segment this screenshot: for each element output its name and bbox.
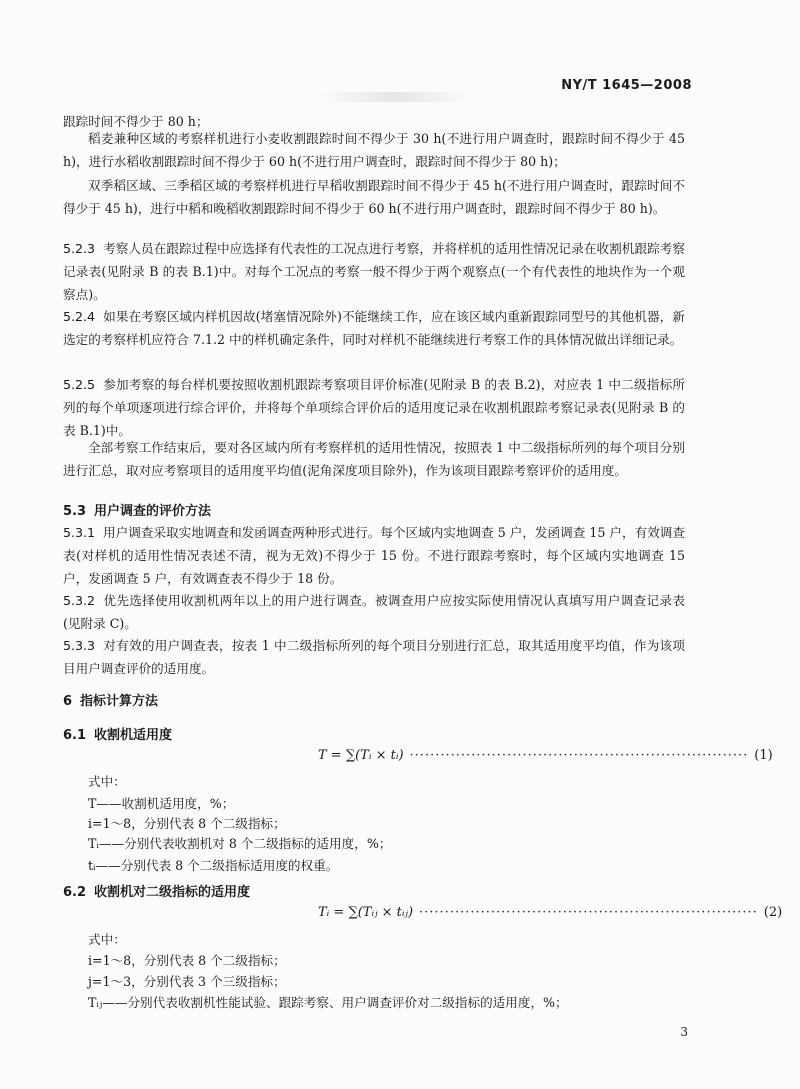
- symbol-definition: j=1～3，分别代表 3 个三级指标；: [88, 974, 286, 989]
- section-heading-6-2: [63, 881, 250, 900]
- symbol-definition: tᵢ——分别代表 8 个二级指标适用度的权重。: [88, 858, 339, 873]
- clause-text: 如果在考察区域内样机因故(堵塞情况除外)不能继续工作，应在该区域内重新跟踪同型号的其他机器，新选定的考察样机应符合 7.1.2 中的样机确定条件，同时对样机不能继续进行考察工作的具体情况做出详细记录。: [63, 309, 685, 347]
- clause-text: 优先选择使用收割机两年以上的用户进行调查。被调查用户应按实际使用情况认真填写用户调查记录表(见附录 C)。: [63, 593, 685, 631]
- leader-dots: ··································································: [409, 748, 749, 763]
- symbol-definition: T——收割机适用度，%；: [88, 796, 235, 811]
- section-heading-6-1: [63, 724, 172, 743]
- clause-number: 5.2.5: [63, 377, 96, 392]
- clause-5-2-5: [63, 373, 685, 442]
- section-number: 6.1: [63, 728, 87, 743]
- clause-5-3-2: [63, 589, 685, 635]
- clause-5-3-1: [63, 521, 685, 590]
- paragraph: 跟踪时间不得少于 80 h；: [63, 114, 209, 129]
- clause-number: 5.3.3: [63, 638, 96, 653]
- section-number: 6: [63, 694, 73, 709]
- clause-5-3-3: [63, 634, 685, 680]
- section-number: 5.3: [63, 504, 87, 519]
- section-title: 收割机对二级指标的适用度: [94, 885, 251, 900]
- equation-body: Tᵢ = ∑(Tᵢⱼ × tᵢⱼ): [318, 905, 414, 920]
- standard-number: NY/T 1645—2008: [561, 78, 692, 93]
- section-heading-5-3: [63, 500, 211, 519]
- section-title: 指标计算方法: [80, 694, 159, 709]
- scan-smudge: [320, 92, 470, 102]
- clause-text: 对有效的用户调查表，按表 1 中二级指标所列的每个项目分别进行汇总，取其适用度平均值，作为该项目用户调查评价的适用度。: [63, 638, 685, 676]
- clause-5-2-3: [63, 237, 685, 306]
- equation-body: T = ∑(Tᵢ × tᵢ): [318, 748, 404, 763]
- symbol-definition: Tᵢ——分别代表收割机对 8 个二级指标的适用度，%；: [88, 836, 392, 851]
- equation-number: (2): [763, 905, 783, 920]
- clause-text: 参加考察的每台样机要按照收割机跟踪考察项目评价标准(见附录 B 的表 B.2)，对应表 1 中二级指标所列的每个单项逐项进行综合评价，并将每个单项综合评价后的适用度记录在收割机跟踪考察记录表(见附录 B 的表 B.1)中。: [63, 377, 685, 438]
- paragraph: 全部考察工作结束后，要对各区域内所有考察样机的适用性情况，按照表 1 中二级指标所列的每个项目分别进行汇总，取对应考察项目的适用度平均值(泥角深度项目除外)，作为该项目跟踪考察评价的适用度。: [63, 440, 685, 478]
- clause-number: 5.3.1: [63, 525, 96, 540]
- leader-dots: ··································································: [419, 905, 758, 920]
- section-number: 6.2: [63, 885, 87, 900]
- equation-number: (1): [754, 748, 773, 763]
- where-label: 式中：: [88, 774, 126, 789]
- clause-number: 5.2.4: [63, 309, 96, 324]
- symbol-definition: i=1～8，分别代表 8 个二级指标；: [88, 816, 286, 831]
- where-label: 式中：: [88, 932, 126, 947]
- equation-1: [318, 748, 773, 763]
- symbol-definition: Tᵢⱼ——分别代表收割机性能试验、跟踪考察、用户调查评价对二级指标的适用度，%；: [88, 995, 568, 1010]
- clause-number: 5.3.2: [63, 593, 96, 608]
- clause-text: 用户调查采取实地调查和发函调查两种形式进行。每个区域内实地调查 5 户，发函调查 15 户，有效调查表(对样机的适用性情况表述不清，视为无效)不得少于 15 份。不进行跟踪考察时，每个区域内实地调查 15 户，发函调查 5 户，有效调查表不得少于 18 份。: [63, 525, 685, 586]
- paragraph: 双季稻区域、三季稻区域的考察样机进行早稻收割跟踪时间不得少于 45 h(不进行用户调查时，跟踪时间不得少于 45 h)，进行中稻和晚稻收割跟踪时间不得少于 60 h(不进行用户调查时，跟踪时间不得少于 80 h)。: [63, 178, 685, 216]
- symbol-definition: i=1～8，分别代表 8 个二级指标；: [88, 953, 286, 968]
- section-title: 用户调查的评价方法: [94, 504, 212, 519]
- equation-2: [318, 905, 783, 920]
- clause-number: 5.2.3: [63, 241, 96, 256]
- clause-text: 考察人员在跟踪过程中应选择有代表性的工况点进行考察，并将样机的适用性情况记录在收割机跟踪考察记录表(见附录 B 的表 B.1)中。对每个工况点的考察一般不得少于两个观察点(一个有代表性的地块作为一个观察点)。: [63, 241, 685, 302]
- section-title: 收割机适用度: [94, 728, 173, 743]
- paragraph: 稻麦兼种区域的考察样机进行小麦收割跟踪时间不得少于 30 h(不进行用户调查时，跟踪时间不得少于 45 h)，进行水稻收割跟踪时间不得少于 60 h(不进行用户调查时，跟踪时间不得少于 80 h)；: [63, 131, 685, 169]
- section-heading-6: [63, 690, 158, 709]
- page-number: 3: [680, 1025, 688, 1039]
- clause-5-2-4: [63, 305, 685, 351]
